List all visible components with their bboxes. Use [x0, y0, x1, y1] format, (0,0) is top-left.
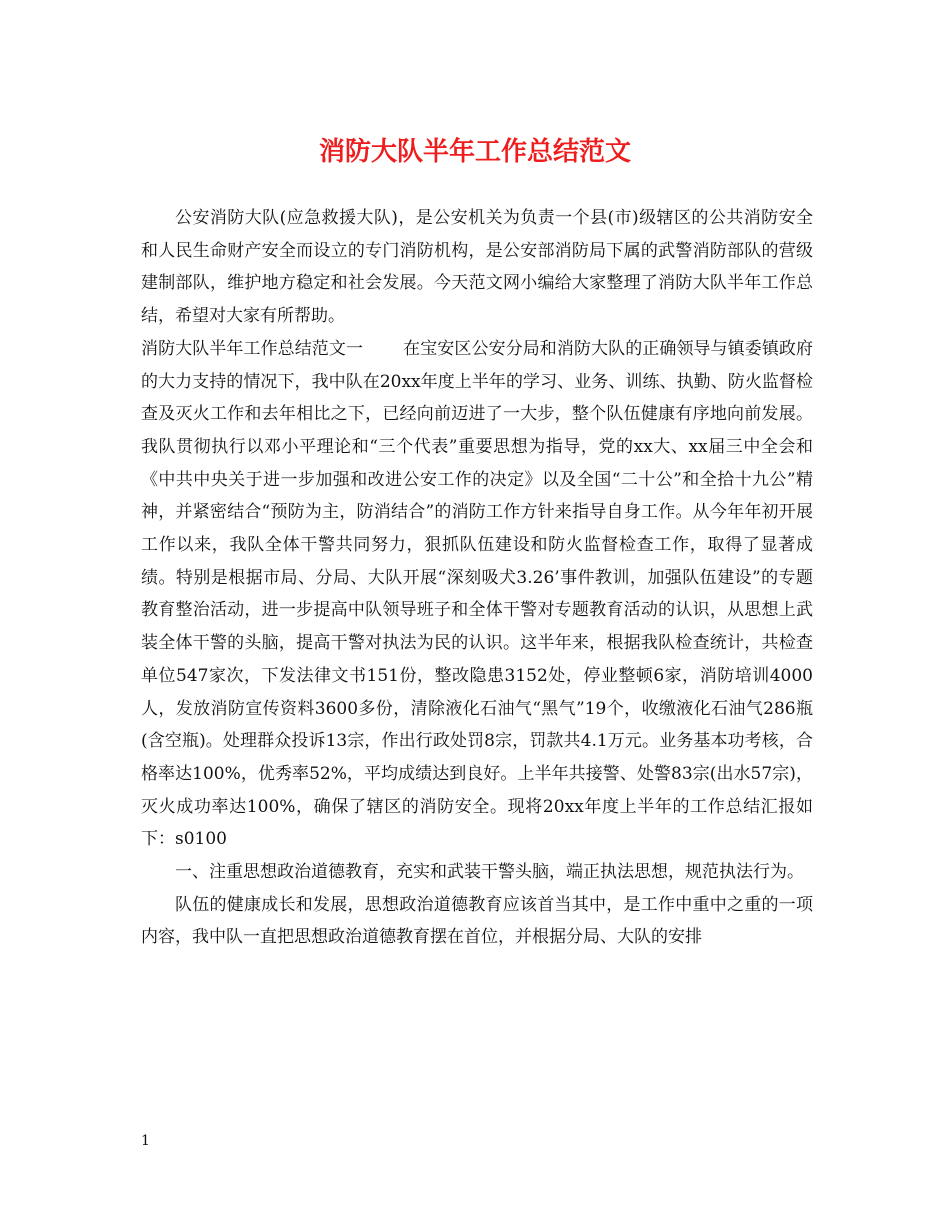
section-label: 消防大队半年工作总结范文一 — [141, 338, 364, 359]
section-paragraph — [141, 333, 813, 856]
document-body — [141, 202, 813, 954]
page-number: 1 — [141, 1133, 150, 1149]
section-body: 在宝安区公安分局和消防大队的正确领导与镇委镇政府的大力支持的情况下，我中队在20xx年度上半年的学习、业务、训练、执勤、防火监督检查及灭火工作和去年相比之下，已经向前迈进了一大步，整个队伍健康有序地向前发展。我队贯彻执行以邓小平理论和“三个代表”重要思想为指导，党的xx大、xx届三中全会和《中共中央关于进一步加强和改进公安工作的决定》以及全国“二十公”和全拾十九公”精神，并紧密结合“预防为主，防消结合”的消防工作方针来指导自身工作。从今年年初开展工作以来，我队全体干警共同努力，狠抓队伍建设和防火监督检查工作，取得了显著成绩。特别是根据市局、分局、大队开展“深刻吸犬3.26’事件教训，加强队伍建设”的专题教育整治活动，进一步提高中队领导班子和全体干警对专题教育活动的认识，从思想上武装全体干警的头脑，提高干警对执法为民的认识。这半年来，根据我队检查统计，共检查单位547家次，下发法律文书151份，整改隐患3152处，停业整顿6家，消防培训4000人，发放消防宣传资料3600多份，清除液化石油气“黑气”19个，收缴液化石油气286瓶(含空瓶)。处理群众投诉13宗，作出行政处罚8宗，罚款共4.1万元。业务基本功考核，合格率达100%，优秀率52%，平均成绩达到良好。上半年共接警、处警83宗(出水57宗)，灭火成功率达100%，确保了辖区的消防安全。现将20xx年度上半年的工作总结汇报如下：s0100 — [141, 338, 814, 850]
document-title: 消防大队半年工作总结范文 — [318, 137, 631, 167]
heading-1: 一、注重思想政治道德教育，充实和武装干警头脑，端正执法思想，规范执法行为。 — [175, 862, 804, 883]
intro-paragraph: 公安消防大队(应急救援大队)，是公安机关为负责一个县(市)级辖区的公共消防安全和人民生命财产安全而设立的专门消防机构，是公安部消防局下属的武警消防部队的营级建制部队，维护地方稳定和社会发展。今天范文网小编给大家整理了消防大队半年工作总结，希望对大家有所帮助。 — [141, 208, 813, 327]
paragraph-1: 队伍的健康成长和发展，思想政治道德教育应该首当其中，是工作中重中之重的一项内容，我中队一直把思想政治道德教育摆在首位，并根据分局、大队的安排 — [141, 894, 813, 948]
